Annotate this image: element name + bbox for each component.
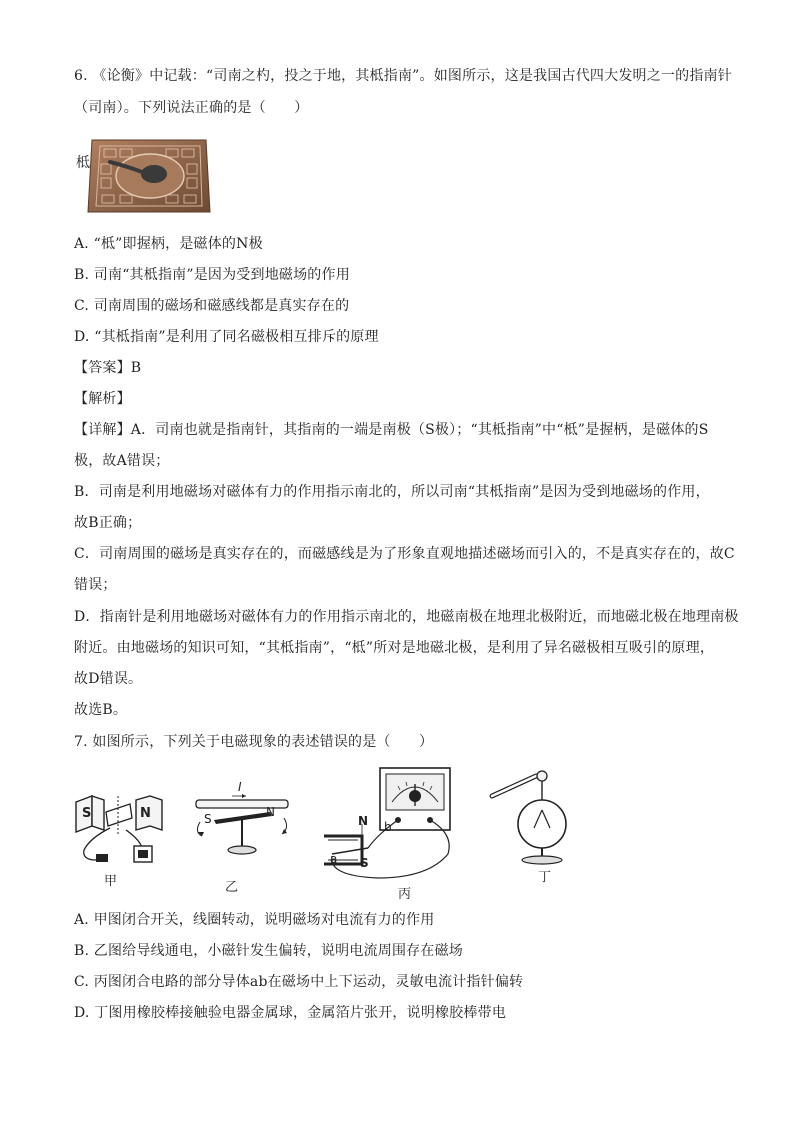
figure-yi-oersted: [186, 792, 298, 864]
handle-label: 柢: [76, 155, 90, 171]
q6-option-b: B. 司南“其柢指南”是因为受到地磁场的作用: [74, 267, 350, 283]
q6-option-a: A. “柢”即握柄，是磁体的N极: [74, 236, 263, 252]
conductor-end-label: b: [384, 820, 392, 834]
analysis-line: 故选B。: [74, 702, 128, 718]
analysis-line: 极，故A错误；: [74, 453, 170, 469]
q6-stem-line2: （司南）。下列说法正确的是（ ）: [74, 100, 309, 116]
q6-stem-line1: 6. 《论衡》中记载：“司南之杓，投之于地，其柢指南”。如图所示，这是我国古代四大发明之一的指南针: [74, 68, 732, 84]
figure-jia-motor: [70, 788, 170, 868]
figure-jia-caption: 甲: [104, 874, 118, 889]
q6-answer: 【答案】B: [74, 360, 142, 376]
q6-option-c: C. 司南周围的磁场和磁感线都是真实存在的: [74, 298, 350, 314]
q7-option-c: C. 丙图闭合电路的部分导体ab在磁场中上下运动，灵敏电流计指针偏转: [74, 974, 524, 990]
q7-option-b: B. 乙图给导线通电，小磁针发生偏转，说明电流周围存在磁场: [74, 943, 463, 959]
sinan-compass-figure: [74, 132, 214, 218]
analysis-line: D．指南针是利用地磁场对磁体有力的作用指示南北的，地磁南极在地理北极附近，而地磁北极在地理南极: [74, 609, 739, 625]
analysis-line: 故D错误。: [74, 671, 143, 687]
analysis-line: 附近。由地磁场的知识可知，“其柢指南”，“柢”所对是地磁北极，是利用了异名磁极相互吸引的原理，: [74, 640, 715, 656]
needle-pole-label: S: [204, 812, 212, 826]
magnet-pole-label: N: [140, 806, 151, 821]
q7-stem: 7. 如图所示，下列关于电磁现象的表述错误的是（ ）: [74, 734, 434, 750]
magnet-pole-label: N: [358, 814, 369, 828]
analysis-line: 故B正确；: [74, 515, 142, 531]
current-label: I: [238, 780, 242, 794]
q7-option-d: D. 丁图用橡胶棒接触验电器金属球，金属箔片张开，说明橡胶棒带电: [74, 1005, 507, 1021]
figure-bing-caption: 丙: [398, 887, 412, 902]
figure-ding-electroscope: [488, 766, 578, 866]
needle-pole-label: N: [266, 805, 275, 819]
figure-yi-caption: 乙: [225, 880, 239, 895]
analysis-line: B．司南是利用地磁场对磁体有力的作用指示南北的，所以司南“其柢指南”是因为受到地磁场的作用，: [74, 484, 710, 500]
magnet-pole-label: S: [360, 856, 369, 870]
analysis-line: 【详解】A．司南也就是指南针，其指南的一端是南极（S极）；“其柢指南”中“柢”是握柄，是磁体的S: [74, 422, 709, 438]
conductor-end-label: a: [330, 852, 338, 866]
q6-option-d: D. “其柢指南”是利用了同名磁极相互排斥的原理: [74, 329, 379, 345]
q6-analysis-heading: 【解析】: [74, 391, 131, 407]
magnet-pole-label: S: [82, 806, 92, 821]
q7-option-a: A. 甲图闭合开关，线圈转动，说明磁场对电流有力的作用: [74, 912, 435, 928]
analysis-line: C．司南周围的磁场是真实存在的，而磁感线是为了形象直观地描述磁场而引入的，不是真实存在的，故C: [74, 546, 735, 562]
figure-bing-induction: [318, 764, 468, 882]
figure-ding-caption: 丁: [538, 870, 552, 885]
analysis-line: 错误；: [74, 577, 117, 593]
